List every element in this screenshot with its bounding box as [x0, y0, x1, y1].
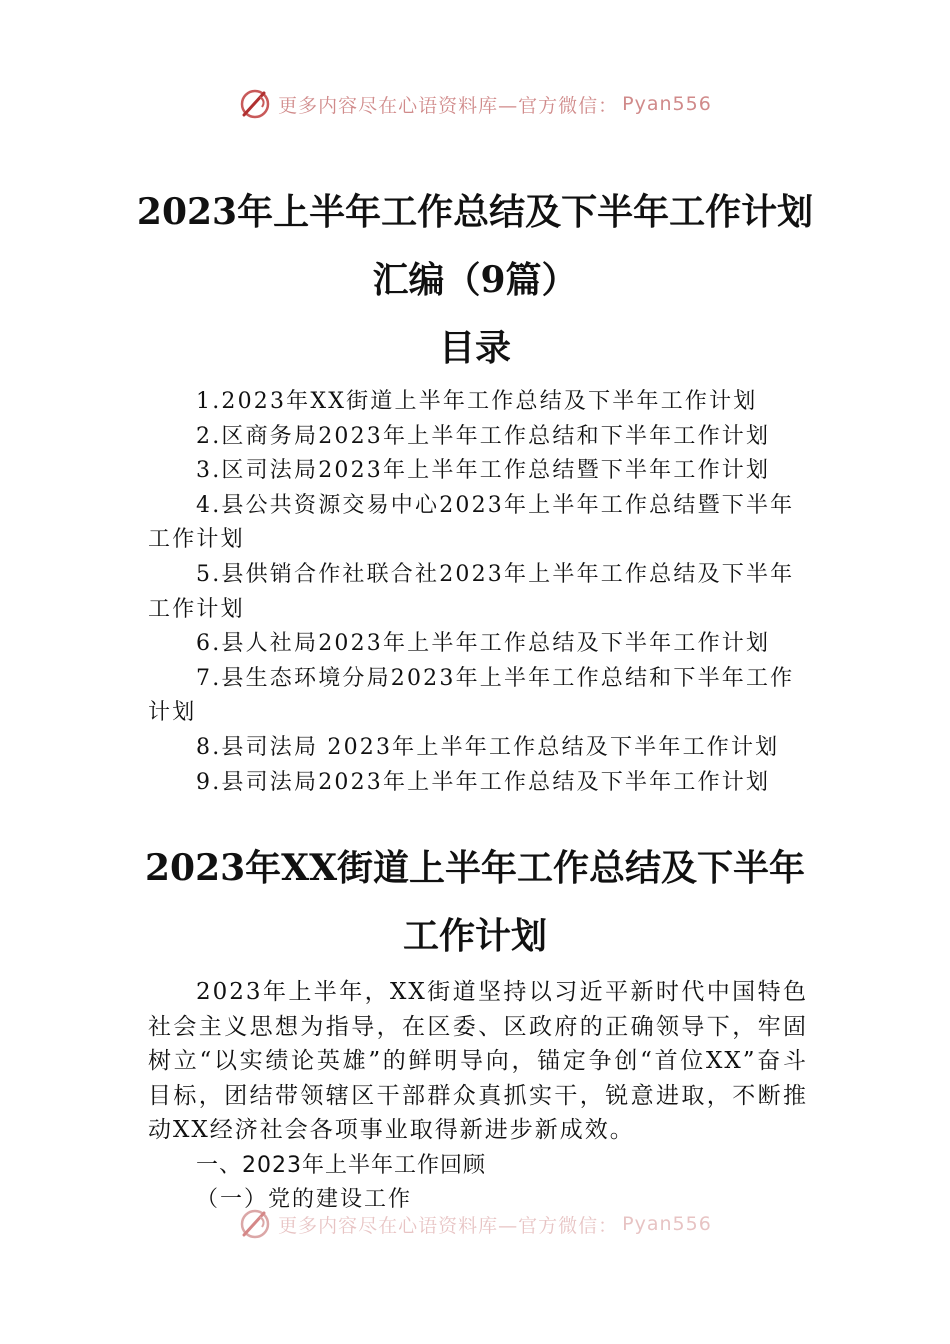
watermark-footer	[0, 1204, 950, 1244]
section-title-line2: 工作计划	[402, 915, 547, 957]
toc-heading: 目录	[438, 327, 511, 369]
toc-item[interactable]: 9.县司法局2023年上半年工作总结及下半年工作计划	[196, 769, 771, 795]
heading-level2: （一）党的建设工作	[196, 1187, 413, 1212]
toc-item[interactable]: 8.县司法局 2023年上半年工作总结及下半年工作计划	[196, 734, 780, 760]
toc-item[interactable]: 2.区商务局2023年上半年工作总结和下半年工作计划	[196, 423, 771, 449]
toc-item[interactable]: 3.区司法局2023年上半年工作总结暨下半年工作计划	[196, 458, 771, 484]
toc-item[interactable]: 6.县人社局2023年上半年工作总结及下半年工作计划	[196, 631, 771, 657]
watermark-text: 更多内容尽在心语资料库—官方微信：	[278, 1214, 619, 1237]
watermark-header	[0, 84, 950, 124]
toc-item[interactable]: 1.2023年XX街道上半年工作总结及下半年工作计划	[196, 389, 758, 414]
pen-circle-icon	[238, 87, 272, 121]
document-title-line2: 汇编（9篇）	[372, 259, 578, 301]
pen-circle-icon	[238, 1207, 272, 1241]
intro-paragraph: 2023年上半年，XX街道坚持以习近平新时代中国特色社会主义思想为指导，在区委、区政府的正确领导下，牢固树立“以实绩论英雄”的鲜明导向，锚定争创“首位XX”奋斗目标，团结带领辖区干部群众真抓实干，锐意进取，不断推动XX经济社会各项事业取得新进步新成效。	[148, 979, 808, 1144]
watermark-code: Pyan556	[622, 1213, 712, 1235]
table-of-contents	[148, 385, 808, 800]
toc-item[interactable]: 5.县供销合作社联合社2023年上半年工作总结及下半年工作计划	[148, 561, 795, 622]
watermark-code: Pyan556	[622, 93, 712, 115]
document-title-line1: 2023年上半年工作总结及下半年工作计划	[136, 191, 814, 233]
section-title-line1: 2023年XX街道上半年工作总结及下半年	[144, 847, 806, 889]
toc-item[interactable]: 4.县公共资源交易中心2023年上半年工作总结暨下半年工作计划	[148, 492, 795, 553]
watermark-text: 更多内容尽在心语资料库—官方微信：	[278, 94, 619, 117]
toc-item[interactable]: 7.县生态环境分局2023年上半年工作总结和下半年工作计划	[148, 665, 795, 726]
heading-level1: 一、2023年上半年工作回顾	[196, 1153, 486, 1178]
